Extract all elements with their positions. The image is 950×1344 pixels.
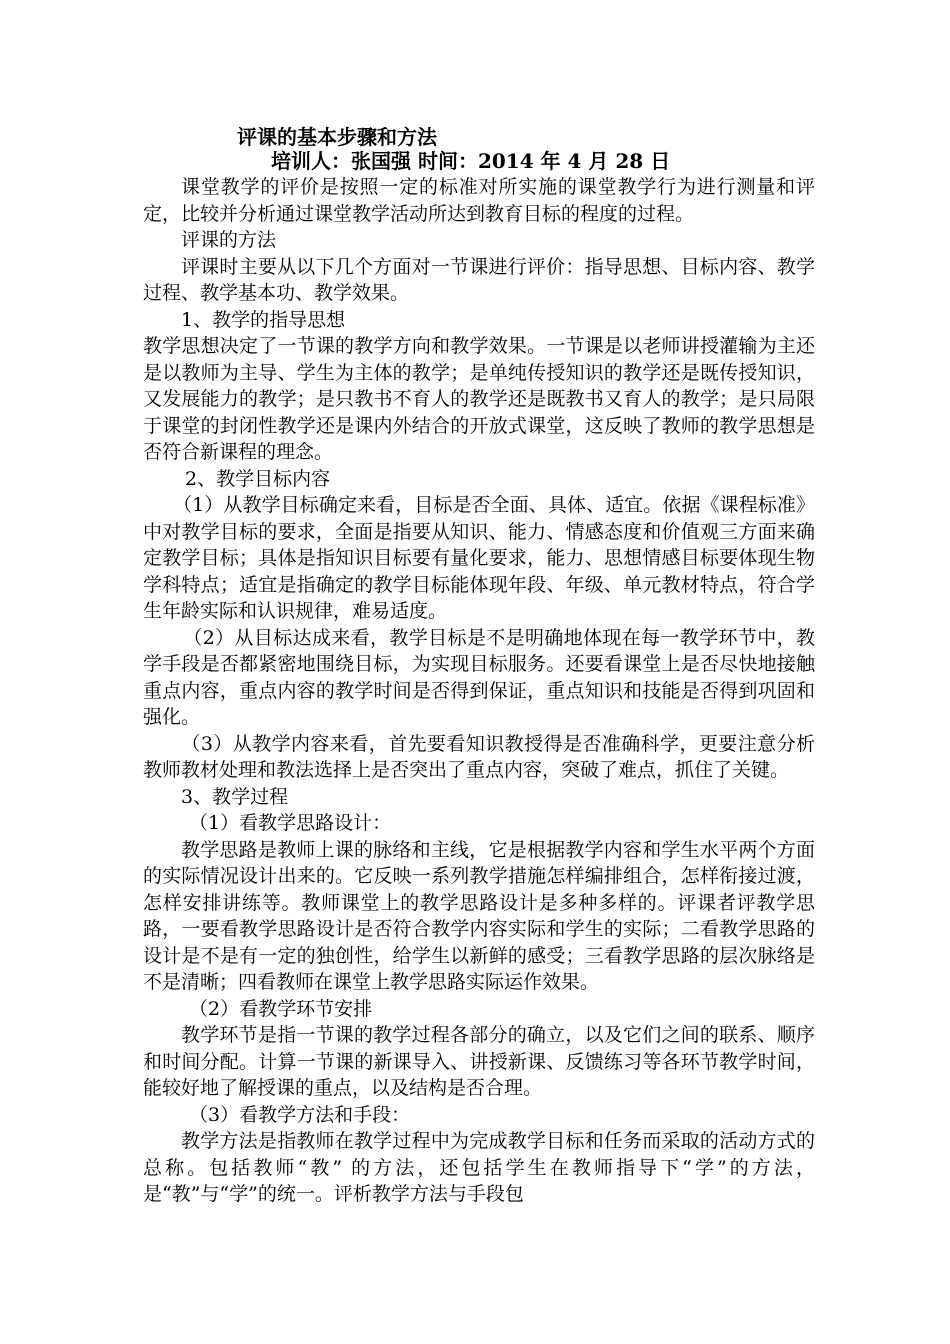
goals-paragraph-1: （1）从教学目标确定来看，目标是否全面、具体、适宜。依据《课程标准》中对教学目标的要求，全面是指要从知识、能力、情感态度和价值观三方面来确定教学目标；具体是指知识目标要有量化要求，能力、思想情感目标要体现生物学科特点；适宜是指确定的教学目标能体现年段、年级、单元教材特点，符合学生年龄实际和认识规律，难易适度。	[143, 494, 815, 622]
teaching-methods-paragraph: 教学方法是指教师在教学过程中为完成教学目标和任务而采取的活动方式的总称。包括教师“教” 的方法，还包括学生在教师指导下“学”的方法，是“教”与“学”的统一。评析教学方法与手段包	[143, 1130, 815, 1205]
subheading-teaching-idea: （1）看教学思路设计：	[189, 812, 392, 834]
heading-guiding-thought: 1、教学的指导思想	[181, 308, 346, 331]
section-heading-methods: 评课的方法	[181, 229, 277, 251]
teaching-steps-paragraph: 教学环节是指一节课的教学过程各部分的确立，以及它们之间的联系、顺序和时间分配。计算一节课的新课导入、讲授新课、反馈练习等各环节教学时间，能较好地了解授课的重点，以及结构是否合理。	[143, 1024, 815, 1099]
guiding-thought-paragraph: 教学思想决定了一节课的教学方向和教学效果。一节课是以老师讲授灌输为主还是以教师为主导、学生为主体的教学；是单纯传授知识的教学还是既传授知识，又发展能力的教学；是只教书不育人的教学还是既教书又育人的教学；是只局限于课堂的封闭性教学还是课内外结合的开放式课堂，这反映了教师的教学思想是否符合新课程的理念。	[143, 335, 815, 463]
teaching-idea-paragraph: 教学思路是教师上课的脉络和主线，它是根据教学内容和学生水平两个方面的实际情况设计出来的。它反映一系列教学措施怎样编排组合，怎样衔接过渡，怎样安排讲练等。教师课堂上的教学思路设计是多种多样的。评课者评教学思路，一要看教学思路设计是否符合教学内容实际和学生的实际；二看教学思路的设计是不是有一定的独创性，给学生以新鲜的感受；三看教学思路的层次脉络是不是清晰；四看教师在课堂上教学思路实际运作效果。	[143, 838, 815, 993]
intro-paragraph: 课堂教学的评价是按照一定的标准对所实施的课堂教学行为进行测量和评定，比较并分析通过课堂教学活动所达到教育目标的程度的过程。	[143, 176, 815, 225]
document-body	[143, 174, 815, 1208]
goals-paragraph-2: （2）从目标达成来看，教学目标是不是明确地体现在每一教学环节中，教学手段是否都紧密地围绕目标，为实现目标服务。还要看课堂上是否尽快地接触重点内容，重点内容的教学时间是否得到保证，重点知识和技能是否得到巩固和强化。	[143, 626, 815, 728]
trainer-date-line: 培训人：张国强 时间：2014 年 4 月 28 日	[271, 149, 671, 173]
subheading-teaching-methods: （3）看教学方法和手段：	[189, 1103, 411, 1126]
goals-paragraph-3: （3）从教学内容来看，首先要看知识教授得是否准确科学，更要注意分析教师教材处理和教法选择上是否突出了重点内容，突破了难点，抓住了关键。	[143, 732, 815, 781]
methods-paragraph: 评课时主要从以下几个方面对一节课进行评价：指导思想、目标内容、教学过程、教学基本功、教学效果。	[143, 255, 815, 304]
heading-goals-content: 2、教学目标内容	[185, 467, 331, 490]
heading-teaching-process: 3、教学过程	[181, 785, 289, 808]
subheading-teaching-steps: （2）看教学环节安排	[189, 997, 373, 1020]
document-title: 评课的基本步骤和方法	[237, 125, 437, 149]
